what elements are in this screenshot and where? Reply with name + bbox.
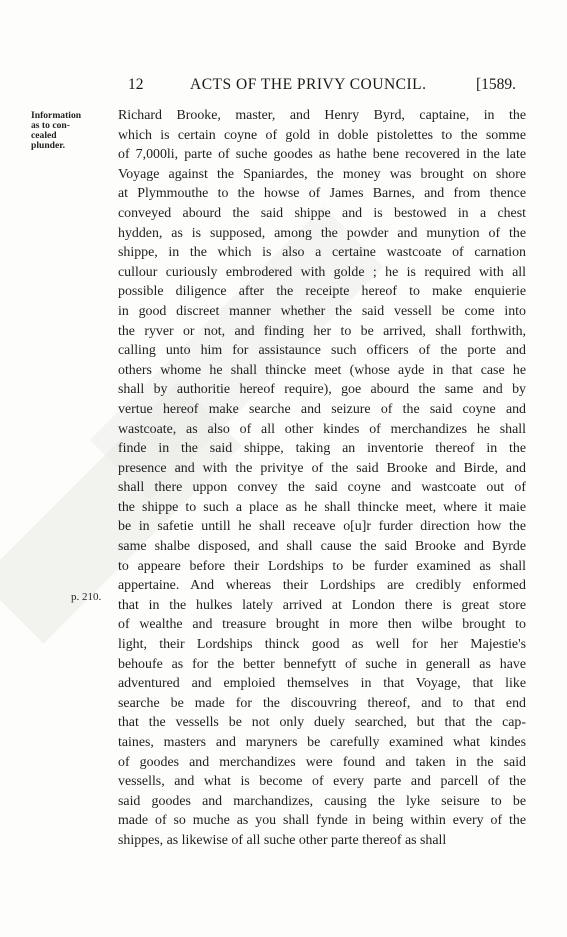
text-line: light, their Lordships thinck good as well for her Majestie's — [118, 637, 526, 653]
text-line: shippe, in the which is also a certaine wastcoate of carnation — [118, 245, 526, 261]
text-line: vertue hereof make searche and seizure of the said coyne and — [118, 401, 526, 417]
page-number: 12 — [128, 76, 144, 93]
margin-note-line: cealed — [31, 130, 57, 141]
text-line: of 7,000li, parte of suche goodes as hathe bene recovered in the late — [118, 147, 526, 163]
text-line: wastcoate, as also of all other kindes of merchandizes he shall — [118, 421, 526, 437]
text-line: made of so muche as you shall fynde in being within every of the — [118, 813, 526, 829]
margin-note-line: Information — [31, 110, 82, 121]
text-line: of wealthe and treasure brought in more then wilbe brought to — [118, 617, 526, 633]
text-line: shippes, as likewise of all suche other parte thereof as shall — [118, 832, 447, 848]
text-line: shall there uppon convey the said coyne and wastcoate out of — [118, 480, 526, 496]
text-line: adventured and emploied themselves in that Voyage, that like — [118, 676, 526, 692]
text-line: at Plymmouthe to the howse of James Barnes, and from thence — [118, 186, 526, 202]
text-line: hydden, as is supposed, among the powder and munytion of the — [118, 225, 526, 241]
margin-note-line: as to con- — [31, 120, 70, 131]
text-line: that the vessells be not only duely searched, but that the cap- — [118, 715, 526, 731]
text-line: appertaine. And whereas their Lordships are credibly enformed — [118, 578, 526, 594]
text-line: searche be made for the discouvring thereof, and to that end — [118, 695, 526, 711]
text-line: that in the hulkes lately arrived at London there is great store — [118, 597, 526, 613]
text-line: finde in the said shippe, taking an inventorie thereof in the — [118, 441, 526, 457]
text-line: of goodes and merchandizes were found and taken in the said — [118, 754, 526, 770]
text-line: the shippe to such a place as he shall thincke meet, where it maie — [118, 499, 526, 515]
page-reference: p. 210. — [71, 591, 102, 603]
text-line: presence and with the privitye of the said Brooke and Birde, and — [118, 460, 526, 476]
year-marker: [1589. — [476, 76, 517, 93]
text-line: which is certain coyne of gold in doble pistolettes to the somme — [118, 127, 526, 143]
text-line: to appeare before their Lordships to be furder examined as shall — [118, 558, 526, 574]
text-line: taines, masters and maryners be carefully examined what kindes — [118, 735, 526, 750]
text-line: same shalbe disposed, and shall cause the said Brooke and Byrde — [118, 539, 526, 555]
text-line: shall by authoritie hereof require), goe abourd the same and by — [118, 382, 526, 398]
text-line: cullour curiously embrodered with golde ; he is required with all — [118, 264, 526, 280]
text-line: in good discreet manner whether the said vessell be come into — [118, 303, 526, 319]
text-line: be in safetie untill he shall receave o[u]r furder direction how the — [118, 519, 526, 535]
text-line: said goodes and marchandizes, causing the lyke seisure to be — [118, 793, 526, 809]
margin-note — [31, 111, 101, 151]
margin-note-line: plunder. — [31, 140, 66, 151]
body-text — [118, 106, 526, 851]
text-line: possible diligence after the receipte hereof to make enquierie — [118, 284, 526, 300]
text-line: the ryver or not, and finding her to be arrived, shall forthwith, — [118, 323, 526, 339]
text-line: calling unto him for assistaunce such officers of the porte and — [118, 343, 526, 359]
text-line: conveyed abourd the said shippe and is bestowed in a chest — [118, 205, 526, 221]
text-line: Voyage against the Spaniardes, the money was brought on shore — [118, 166, 526, 182]
page-header — [0, 76, 567, 96]
text-line: vessells, and what is become of every parte and parcell of the — [118, 774, 526, 790]
text-line: behoufe as for the better bennefytt of suche in generall as have — [118, 656, 526, 672]
text-line: others whome he shall thincke meet (whose ayde in that case he — [118, 362, 526, 378]
text-line: Richard Brooke, master, and Henry Byrd, captaine, in the — [118, 108, 526, 123]
running-title: ACTS OF THE PRIVY COUNCIL. — [190, 76, 427, 93]
